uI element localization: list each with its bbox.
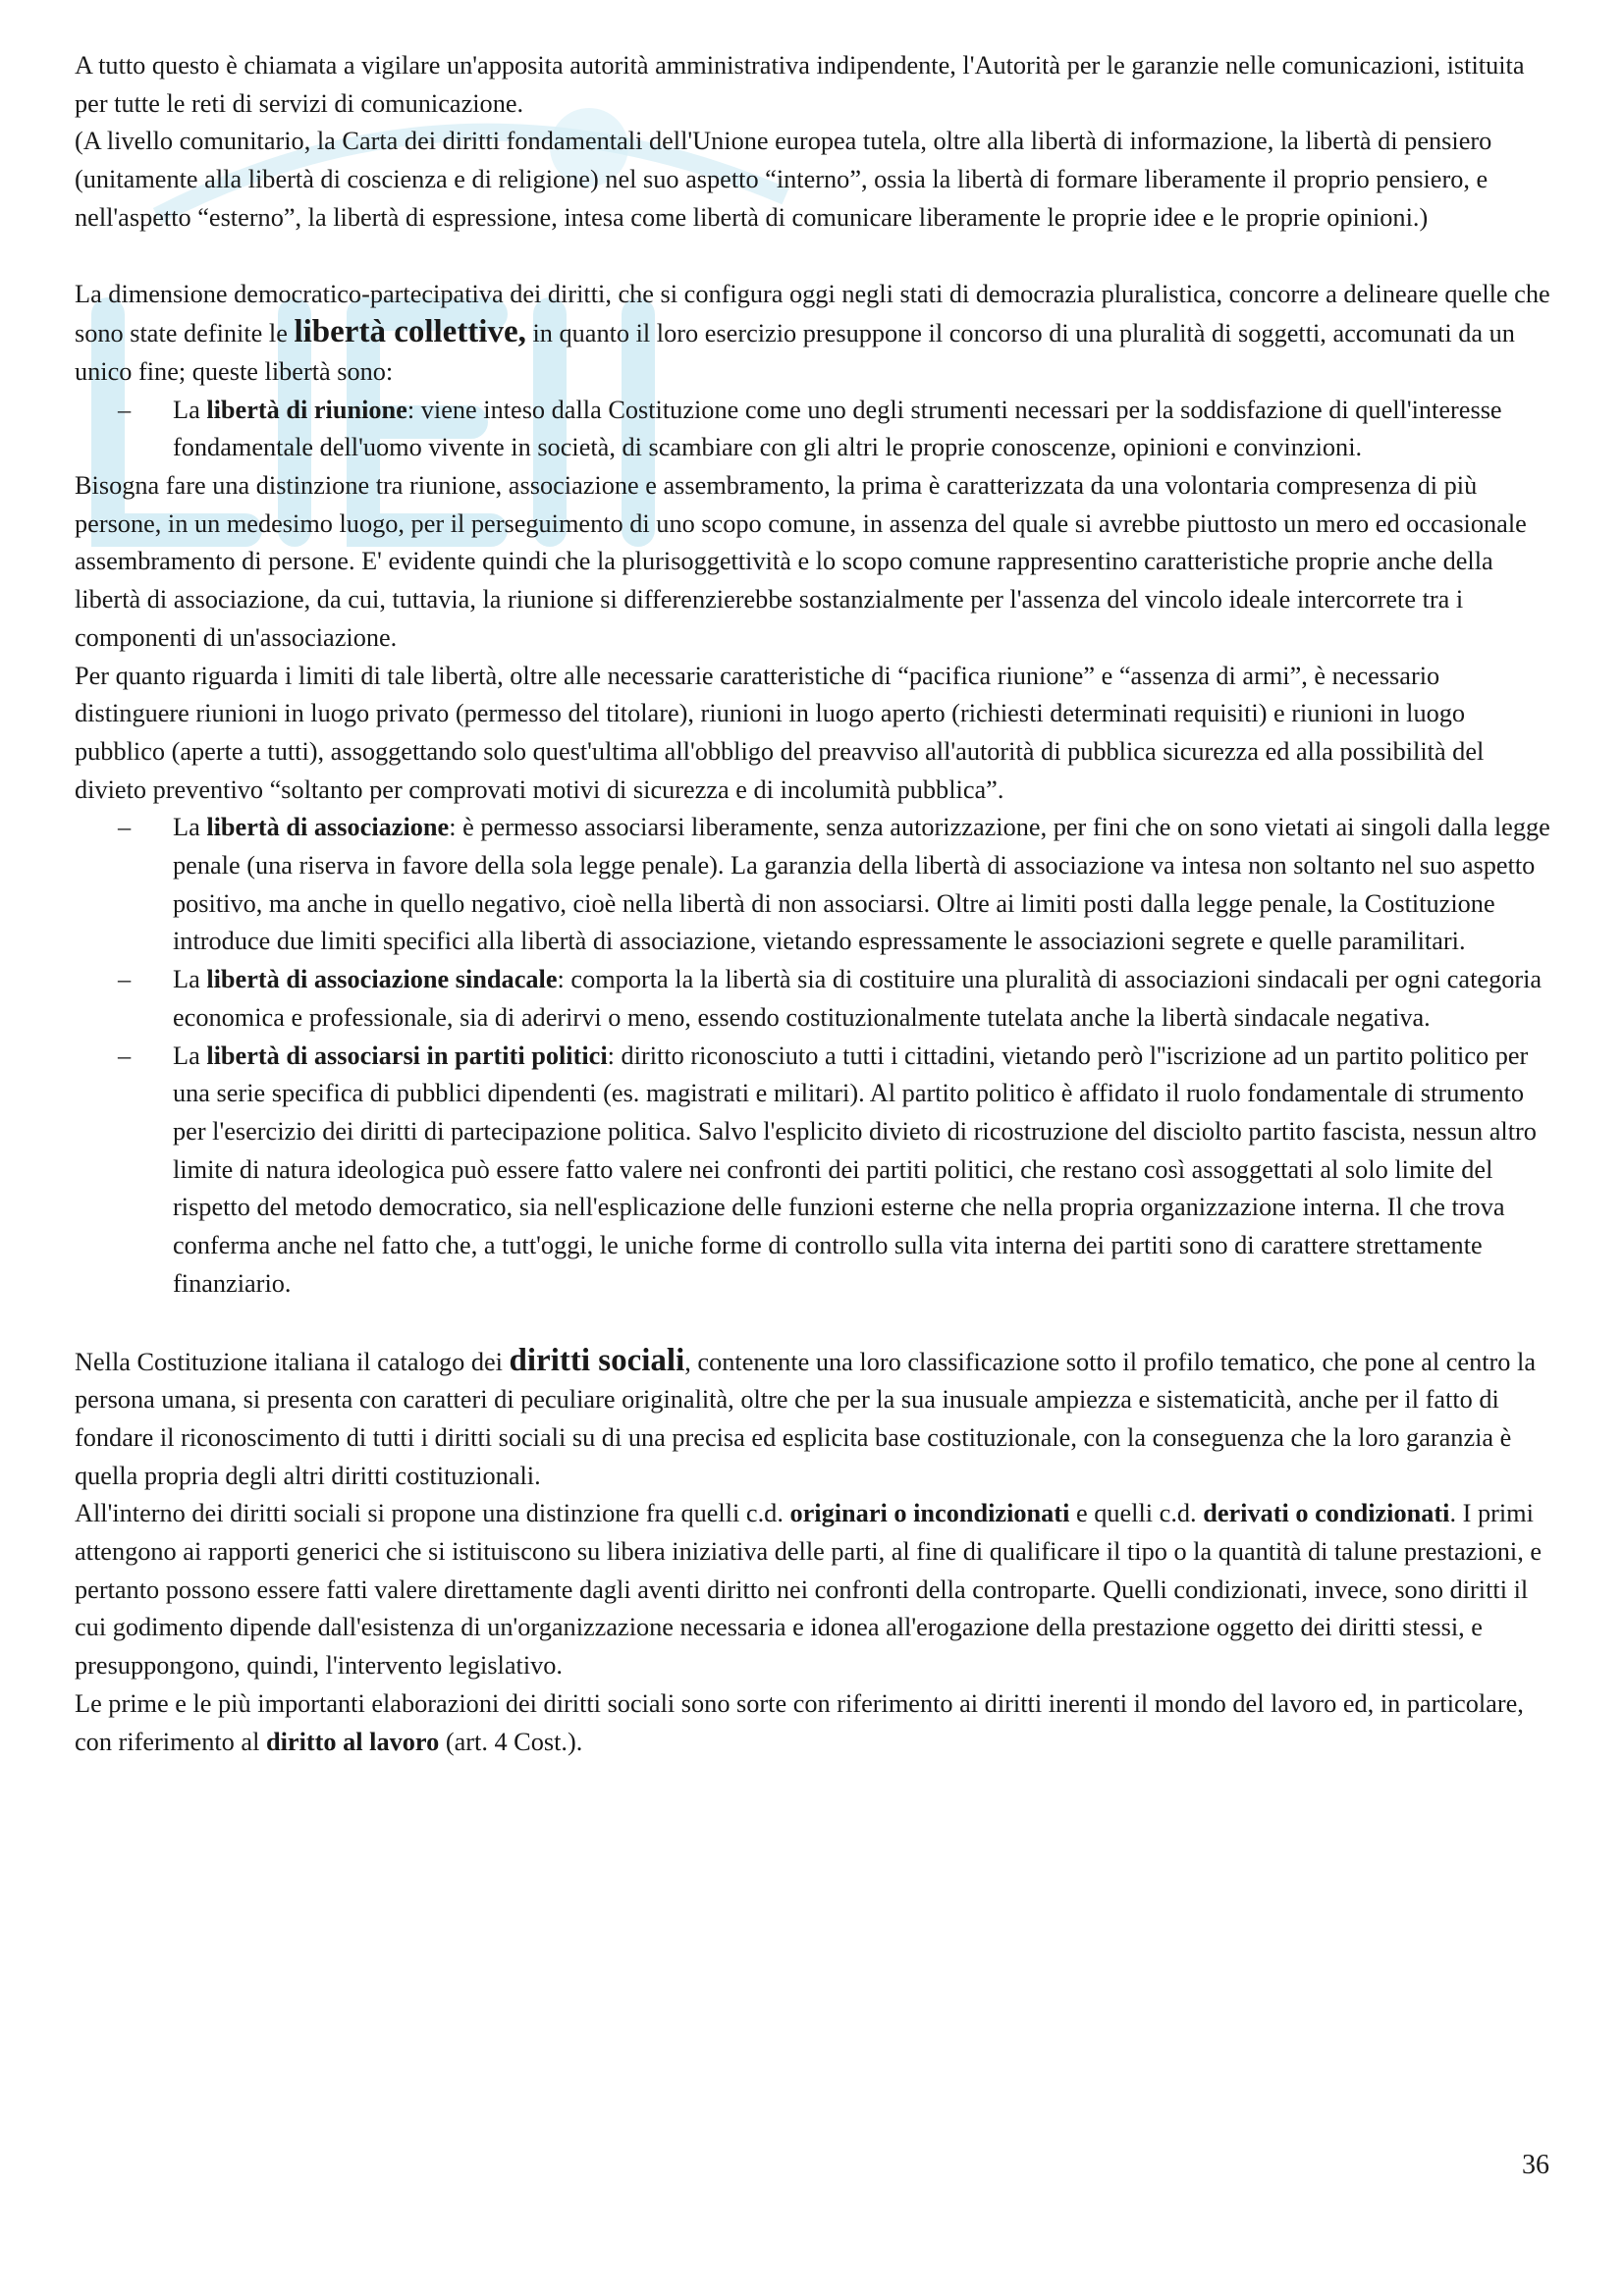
item-text: : diritto riconosciuto a tutti i cittadini, vietando però l''iscrizione ad un partito politico per una serie specifica di pubblici dipendenti (es. magistrati e militari). Al partito politico è affidato il ruolo fondamentale di strumento per l'esercizio dei diritti di partecipazione politica. Salvo l'esplicito divieto di ricostruzione del disciolto partito fascista, nessun altro limite di natura ideologica può essere fatto valere nei confronti dei partiti politici, che restano così assoggettati al solo limite del rispetto del metodo democratico, sia nell'esplicazione delle funzioni esterne che nella propria organizzazione interna. Il che trova conferma anche nel fatto che, a tutt'oggi, le uniche forme di controllo sulla vita interna dei partiti sono di carattere strettamente finanziario.	[173, 1041, 1537, 1298]
item-text: : viene inteso dalla Costituzione come uno degli strumenti necessari per la soddisfazione di quell'interesse fondamentale dell'uomo vivente in società, di scambiare con gli altri le proprie conoscenze, opinioni e convinzioni.	[173, 395, 1502, 462]
item-prefix: La	[173, 813, 207, 842]
sociali-text: Nella Costituzione italiana il catalogo dei	[75, 1347, 510, 1376]
sociali-text: e quelli c.d.	[1069, 1499, 1204, 1528]
sociali-term: diritti sociali	[509, 1342, 685, 1378]
collettive-lead-text: La dimensione democratico-partecipativa dei diritti, che si configura oggi negli stati di democrazia pluralistica, concorre a delineare quelle che sono state definite le	[75, 279, 1550, 348]
list-item-partiti	[75, 1038, 1557, 1304]
term-originari: originari o incondizionati	[789, 1499, 1070, 1528]
collettive-lead	[75, 276, 1557, 392]
intro-paragraph-1: A tutto questo è chiamata a vigilare un'apposita autorità amministrativa indipendente, l'Autorità per le garanzie nelle comunicazioni, istituita per tutte le reti di servizi di comunicazione.	[75, 51, 1525, 118]
spacer	[75, 1304, 1557, 1342]
item-prefix: La	[173, 1041, 207, 1070]
item-text: : è permesso associarsi liberamente, senza autorizzazione, per fini che on sono vietati ai singoli dalla legge penale (una riserva in favore della sola legge penale). La garanzia della libertà di associazione va intesa non soltanto nel suo aspetto positivo, ma anche in quello negativo, cioè nella libertà di non associarsi. Oltre ai limiti posti dalla legge penale, la Costituzione introduce due limiti specifici alla libertà di associazione, vietando espressamente le associazioni segrete e quelle paramilitari.	[173, 813, 1550, 956]
collettive-list-1	[75, 392, 1557, 467]
sociali-paragraph-3	[75, 1685, 1557, 1761]
sociali-text: Le prime e le più importanti elaborazioni dei diritti sociali sono sorte con riferimento ai diritti inerenti il mondo del lavoro ed, in particolare, con riferimento al	[75, 1688, 1524, 1756]
page-number: 36	[1522, 2150, 1549, 2180]
list-item-sindacale	[75, 961, 1557, 1037]
collettive-lead-after: in quanto il loro esercizio presuppone il concorso di una pluralità di soggetti, accomunati da un unico fine; queste libertà sono:	[75, 319, 1515, 386]
dash-bullet: –	[118, 813, 132, 842]
term-associazione: libertà di associazione	[206, 813, 450, 842]
sociali-text-after: , contenente una loro classificazione sotto il profilo tematico, che pone al centro la persona umana, si presenta con caratteri di peculiare originalità, oltre che per la sua inusuale ampiezza e sistematicità, anche per il fatto di fondare il riconoscimento di tutti i diritti sociali su di una precisa ed esplicita base costituzionale, con la conseguenza che la loro garanzia è quella propria degli altri diritti costituzionali.	[75, 1347, 1537, 1490]
term-riunione: libertà di riunione	[206, 395, 407, 424]
item-prefix: La	[173, 965, 207, 994]
term-partiti: libertà di associarsi in partiti politici	[206, 1041, 608, 1070]
list-item-associazione	[75, 809, 1557, 961]
dash-bullet: –	[118, 1041, 132, 1070]
sociali-text: . I primi attengono ai rapporti generici che si istituiscono su libera iniziativa delle parti, al fine di qualificare il tipo o la quantità di talune prestazioni, e pertanto possono essere fatti valere direttamente dagli aventi diritto nei confronti della controparte. Quelli condizionati, invece, sono diritti il cui godimento dipende dall'esistenza di un'organizzazione necessaria e idonea all'erogazione della prestazione oggetto dei diritti stessi, e presuppongono, quindi, l'intervento legislativo.	[75, 1499, 1543, 1681]
riunione-distinction: Bisogna fare una distinzione tra riunione, associazione e assembramento, la prima è caratterizzata da una volontaria compresenza di più persone, in un medesimo luogo, per il perseguimento di uno scopo comune, in assenza del quale si avrebbe piuttosto un mero ed occasionale assembramento di persone. E' evidente quindi che la plurisoggettività e lo scopo comune rappresentino caratteristiche proprie anche della libertà di associazione, da cui, tuttavia, la riunione si differenzierebbe sostanzialmente per l'assenza del vincolo ideale intercorrete tra i componenti di un'associazione.	[75, 471, 1527, 652]
collettive-term: libertà collettive,	[294, 314, 526, 350]
sociali-text: (art. 4 Cost.).	[439, 1727, 583, 1756]
item-text: : comporta la la libertà sia di costituire una pluralità di associazioni sindacali per ogni categoria economica e professionale, sia di aderirvi o meno, essendo costituzionalmente tutelata anche la libertà sindacale negativa.	[173, 965, 1543, 1032]
term-diritto-lavoro: diritto al lavoro	[265, 1727, 440, 1756]
term-sindacale: libertà di associazione sindacale	[206, 965, 558, 994]
collettive-list-2	[75, 809, 1557, 1303]
dash-bullet: –	[118, 965, 132, 994]
spacer	[75, 238, 1557, 276]
document-page	[75, 47, 1557, 1761]
sociali-paragraph-1	[75, 1342, 1557, 1496]
sociali-text: All'interno dei diritti sociali si propone una distinzione fra quelli c.d.	[75, 1499, 790, 1528]
intro-paragraph-2: (A livello comunitario, la Carta dei diritti fondamentali dell'Unione europea tutela, oltre alla libertà di informazione, la libertà di pensiero (unitamente alla libertà di coscienza e di religione) nel suo aspetto “interno”, ossia la libertà di formare liberamente il proprio pensiero, e nell'aspetto “esterno”, la libertà di espressione, intesa come libertà di comunicare liberamente le proprie idee e le proprie opinioni.)	[75, 127, 1492, 232]
dash-bullet: –	[118, 395, 132, 424]
riunione-limits: Per quanto riguarda i limiti di tale libertà, oltre alle necessarie caratteristiche di “pacifica riunione” e “assenza di armi”, è necessario distinguere riunioni in luogo privato (permesso del titolare), riunioni in luogo aperto (richiesti determinati requisiti) e riunioni in luogo pubblico (aperte a tutti), assoggettando solo quest'ultima all'obbligo del preavviso all'autorità di pubblica sicurezza ed alla possibilità del divieto preventivo “soltanto per comprovati motivi di sicurezza e di incolumità pubblica”.	[75, 661, 1485, 804]
item-prefix: La	[173, 395, 207, 424]
list-item-riunione	[75, 392, 1557, 467]
sociali-paragraph-2	[75, 1495, 1557, 1685]
term-derivati: derivati o condizionati	[1203, 1499, 1450, 1528]
